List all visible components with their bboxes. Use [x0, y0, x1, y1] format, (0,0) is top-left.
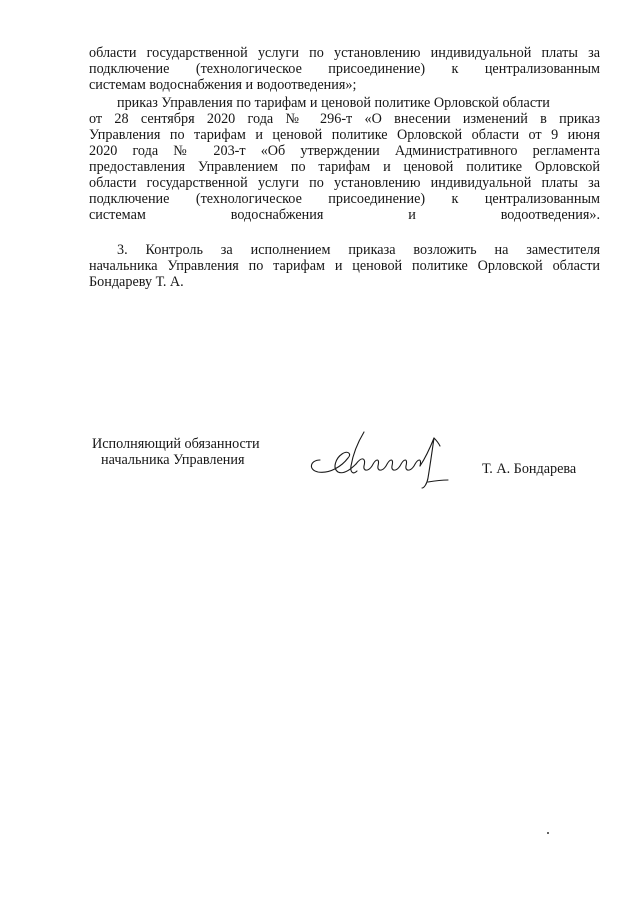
- text-line: Бондареву Т. А.: [89, 274, 184, 290]
- text-line: подключение (технологическое присоединение) к централизованным: [89, 191, 600, 207]
- signatory-position-line2: начальника Управления: [101, 452, 245, 468]
- text-line: системам водоснабжения и водоотведения»;: [89, 77, 357, 93]
- text-line: области государственной услуги по установлению индивидуальной платы за: [89, 175, 600, 191]
- text-line: системам водоснабжения и водоотведения».: [89, 207, 600, 223]
- text-line: подключение (технологическое присоединение) к централизованным: [89, 61, 600, 77]
- signatory-name: Т. А. Бондарева: [482, 461, 577, 477]
- text-line: 3. Контроль за исполнением приказа возложить на заместителя: [117, 242, 600, 258]
- text-line: области государственной услуги по установлению индивидуальной платы за: [89, 45, 600, 61]
- text-line: 2020 года № 203-т «Об утверждении Административного регламента: [89, 143, 600, 159]
- signatory-position-line1: Исполняющий обязанности: [92, 436, 260, 452]
- text-line: предоставления Управлением по тарифам и ценовой политике Орловской: [89, 159, 600, 175]
- scan-speck: [547, 832, 549, 834]
- text-line: от 28 сентября 2020 года № 296-т «О внесении изменений в приказ: [89, 111, 600, 127]
- handwritten-signature: [306, 428, 466, 498]
- text-line: Управления по тарифам и ценовой политике Орловской области от 9 июня: [89, 127, 600, 143]
- text-line: приказ Управления по тарифам и ценовой политике Орловской области: [117, 95, 550, 111]
- text-line: начальника Управления по тарифам и ценовой политике Орловской области: [89, 258, 600, 274]
